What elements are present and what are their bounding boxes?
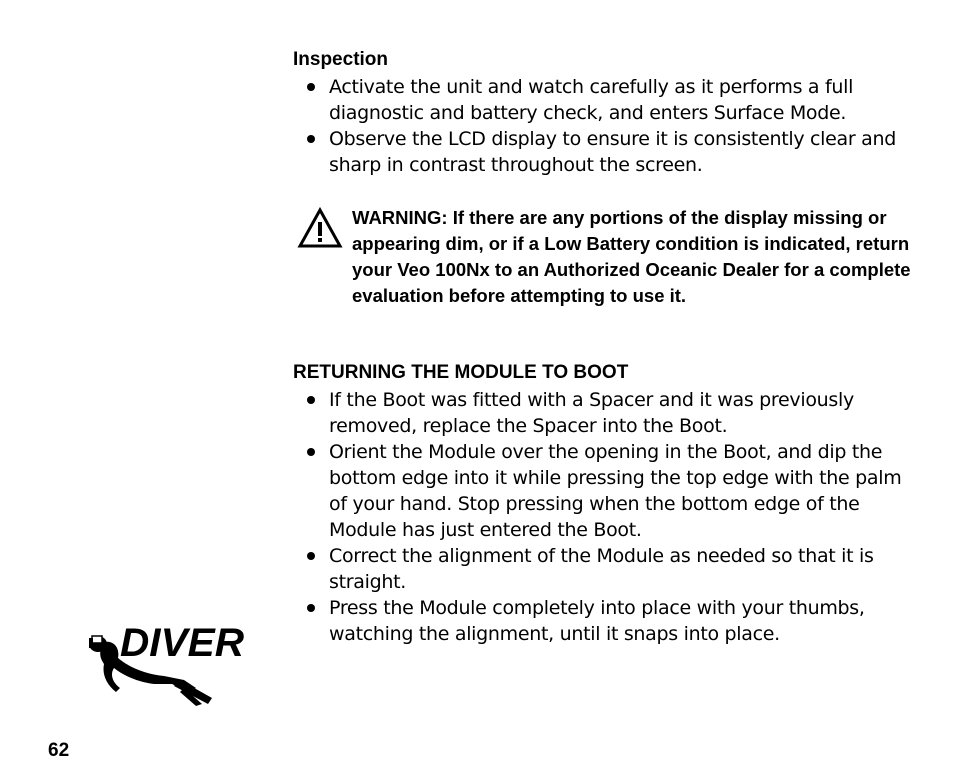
section-heading-inspection: Inspection — [293, 49, 389, 70]
logo-wordmark: DIVER — [120, 621, 245, 665]
list-item: Observe the LCD display to ensure it is consistently clear and sharp in contrast throughout the screen. — [305, 126, 915, 178]
page-number: 62 — [48, 740, 70, 761]
section-heading-returning: RETURNING THE MODULE TO BOOT — [293, 362, 629, 383]
list-item: If the Boot was fitted with a Spacer and it was previously removed, replace the Spacer into the Boot. — [305, 387, 915, 439]
warning-triangle-icon — [297, 207, 343, 249]
list-item: Activate the unit and watch carefully as it performs a full diagnostic and battery check, and enters Surface Mode. — [305, 74, 915, 126]
list-item: Orient the Module over the opening in the Boot, and dip the bottom edge into it while pressing the top edge with the palm of your hand. Stop pressing when the bottom edge of the Module has just entered the Boot. — [305, 439, 915, 543]
inspection-list — [305, 74, 915, 178]
list-item: Press the Module completely into place with your thumbs, watching the alignment, until it snaps into place. — [305, 595, 915, 647]
diver-logo — [84, 618, 248, 706]
returning-list — [305, 387, 915, 647]
warning-text: WARNING: If there are any portions of the display missing or appearing dim, or if a Low Battery condition is indicated, return your Veo 100Nx to an Authorized Oceanic Dealer for a complete evaluation before attempting to use it. — [352, 207, 911, 306]
list-item: Correct the alignment of the Module as needed so that it is straight. — [305, 543, 915, 595]
